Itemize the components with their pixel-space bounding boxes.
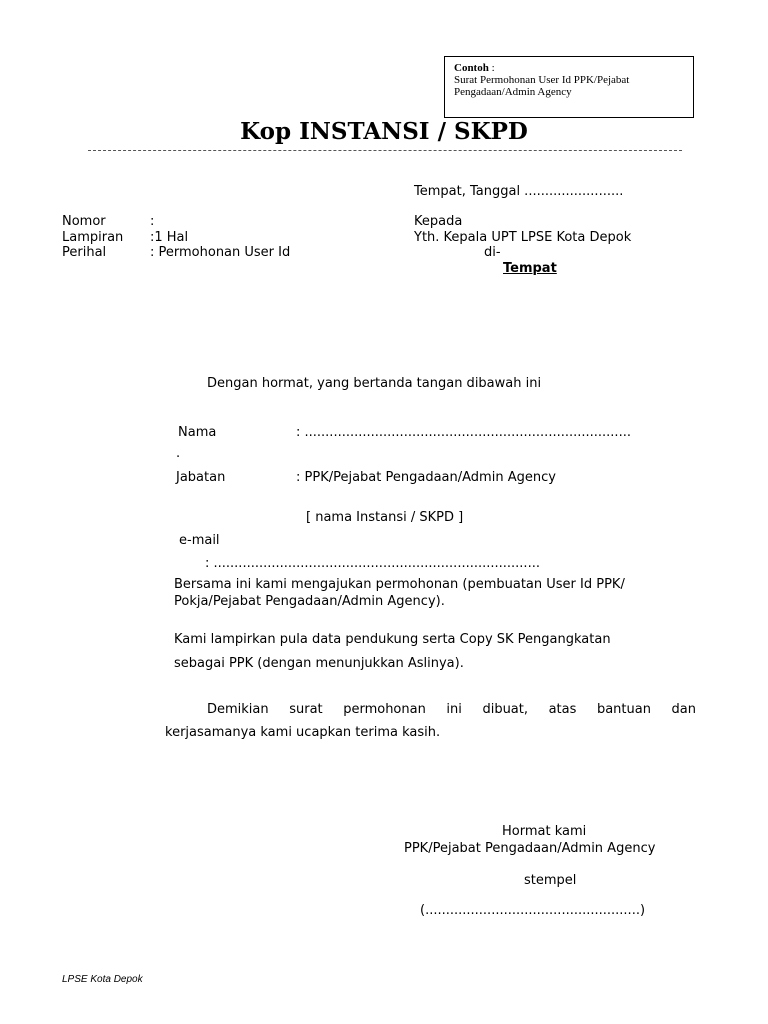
jabatan-label: Jabatan [176,470,226,485]
recipient-tempat: Tempat [503,261,557,276]
jabatan-value: : PPK/Pejabat Pengadaan/Admin Agency [296,470,556,485]
signatory-name-placeholder: (....................................................) [420,903,646,918]
example-line-2: Pengadaan/Admin Agency [454,86,572,98]
footer-text: LPSE Kota Depok [62,974,143,985]
example-label-line [454,62,684,74]
opening-line: Dengan hormat, yang bertanda tangan dibawah ini [207,376,542,391]
paragraph-2-line-1: Kami lampirkan pula data pendukung serta Copy SK Pengangkatan [174,632,611,647]
example-label: Contoh [454,62,489,74]
perihal-label: Perihal [62,245,107,260]
nama-label: Nama [178,425,217,440]
email-value: : ............................................................................... [205,556,540,571]
instansi-placeholder: [ nama Instansi / SKPD ] [306,510,464,525]
example-line-1: Surat Permohonan User Id PPK/Pejabat [454,74,630,86]
letterhead-divider [88,150,682,151]
place-date: Tempat, Tanggal ........................ [414,184,624,199]
paragraph-1-line-1: Bersama ini kami mengajukan permohonan (pembuatan User Id PPK/ [174,577,625,592]
recipient-yth: Yth. Kepala UPT LPSE Kota Depok [414,230,632,245]
signatory-position: PPK/Pejabat Pengadaan/Admin Agency [404,841,656,856]
lampiran-value: :1 Hal [150,230,189,245]
paragraph-1-line-2: Pokja/Pejabat Pengadaan/Admin Agency). [174,594,445,609]
recipient-di: di- [484,245,501,260]
letterhead-title: Kop INSTANSI / SKPD [240,118,528,145]
email-label: e-mail [179,533,220,548]
lampiran-label: Lampiran [62,230,124,245]
closing-salutation: Hormat kami [502,824,587,839]
example-colon: : [488,62,495,74]
nomor-value: : [150,214,155,229]
nama-continuation: . [176,446,181,461]
example-note-box [444,56,694,118]
nomor-label: Nomor [62,214,106,229]
paragraph-3-line-1: Demikian surat permohonan ini dibuat, atas bantuan dan [207,702,696,717]
recipient-kepada: Kepada [414,214,463,229]
nama-value: : ............................................................................... [296,425,631,440]
paragraph-3-line-2: kerjasamanya kami ucapkan terima kasih. [165,725,441,740]
stamp-placeholder: stempel [524,873,577,888]
paragraph-2-line-2: sebagai PPK (dengan menunjukkan Aslinya). [174,656,464,671]
perihal-value: : Permohonan User Id [150,245,291,260]
